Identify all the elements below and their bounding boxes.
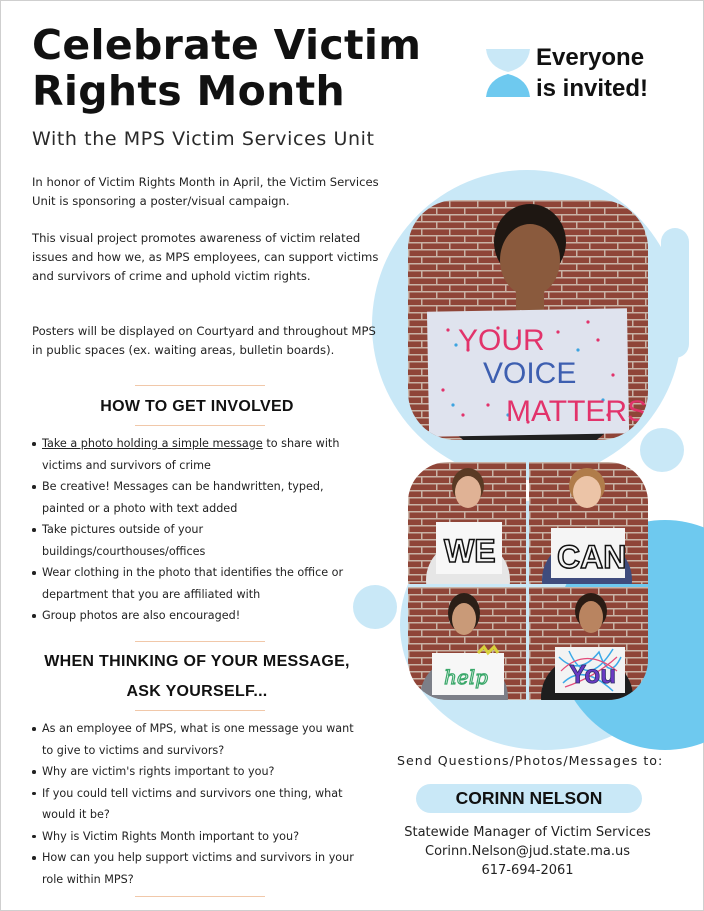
intro-paragraph-1: In honor of Victim Rights Month in April, the Victim Services Unit is sponsoring a poster/visual campaign. <box>32 175 379 208</box>
contact-name: CORINN NELSON <box>416 784 642 813</box>
grid-photo-we-image <box>408 462 526 584</box>
title-line1: Celebrate Victim <box>32 21 422 69</box>
list-item: Group photos are also encouraged! <box>32 605 367 627</box>
page-subtitle: With the MPS Victim Services Unit <box>32 128 375 150</box>
main-photo <box>408 200 648 440</box>
thinking-heading-line2: ASK YOURSELF... <box>126 683 268 700</box>
title-line2: Rights Month <box>32 67 345 115</box>
involved-list <box>32 433 367 627</box>
sign-you: You <box>569 659 617 689</box>
divider <box>135 641 265 642</box>
invite-line1: Everyone <box>536 44 645 71</box>
thinking-heading-line1: WHEN THINKING OF YOUR MESSAGE, <box>44 653 350 670</box>
involved-heading: HOW TO GET INVOLVED <box>100 398 294 415</box>
page-title <box>32 22 421 114</box>
intro-paragraph-3: Posters will be displayed on Courtyard and throughout MPS in public spaces (ex. waiting areas, bulletin boards). <box>32 324 376 357</box>
list-item-text: to share with victims and survivors of crime <box>42 437 340 472</box>
sign-line-your: YOUR <box>458 324 545 357</box>
intro-paragraph-2: This visual project promotes awareness of victim related issues and how we, as MPS employees, can support victims and survivors of crime and uphold victim rights. <box>32 231 379 283</box>
list-item: If you could tell victims and survivors one thing, what would it be? <box>32 783 367 826</box>
grid-photo-help-image <box>408 587 526 700</box>
list-item: Why are victim's rights important to you? <box>32 761 367 783</box>
list-item: Take pictures outside of your buildings/courthouses/offices <box>32 519 367 562</box>
thinking-list <box>32 718 367 890</box>
list-item: Wear clothing in the photo that identifies the office or department that you are affiliated with <box>32 562 367 605</box>
divider <box>135 896 265 897</box>
deco-pill-vertical <box>661 228 689 358</box>
list-item: How can you help support victims and survivors in your role within MPS? <box>32 847 367 890</box>
contact-phone: 617-694-2061 <box>481 863 574 878</box>
grid-photo-can-image <box>529 462 648 584</box>
contact-role: Statewide Manager of Victim Services <box>404 825 651 840</box>
list-item <box>32 433 367 476</box>
list-item: As an employee of MPS, what is one message you want to give to victims and survivors? <box>32 718 367 761</box>
send-label: Send Questions/Photos/Messages to: <box>397 753 664 768</box>
invite-line2: is invited! <box>536 75 649 102</box>
grid-photo-help <box>408 587 526 700</box>
divider <box>135 425 265 426</box>
list-item: Why is Victim Rights Month important to you? <box>32 826 367 848</box>
grid-photo-can <box>529 462 648 584</box>
sign-help: help <box>444 665 488 689</box>
grid-photo-we <box>408 462 526 584</box>
list-item: Be creative! Messages can be handwritten, typed, painted or a photo with text added <box>32 476 367 519</box>
list-item-underlined: Take a photo holding a simple message <box>42 437 263 450</box>
hourglass-icon <box>484 47 532 99</box>
grid-photo-you-image <box>529 587 648 700</box>
sign-line-matters: MATTERS <box>506 395 648 428</box>
divider <box>135 710 265 711</box>
grid-photo-you <box>529 587 648 700</box>
invite-callout <box>536 42 686 104</box>
divider <box>135 385 265 386</box>
contact-email[interactable]: Corinn.Nelson@jud.state.ma.us <box>425 844 630 859</box>
sign-line-voice: VOICE <box>483 357 577 390</box>
sign-can: CAN <box>557 539 627 575</box>
sign-we: WE <box>444 533 496 569</box>
main-sign <box>408 200 648 440</box>
